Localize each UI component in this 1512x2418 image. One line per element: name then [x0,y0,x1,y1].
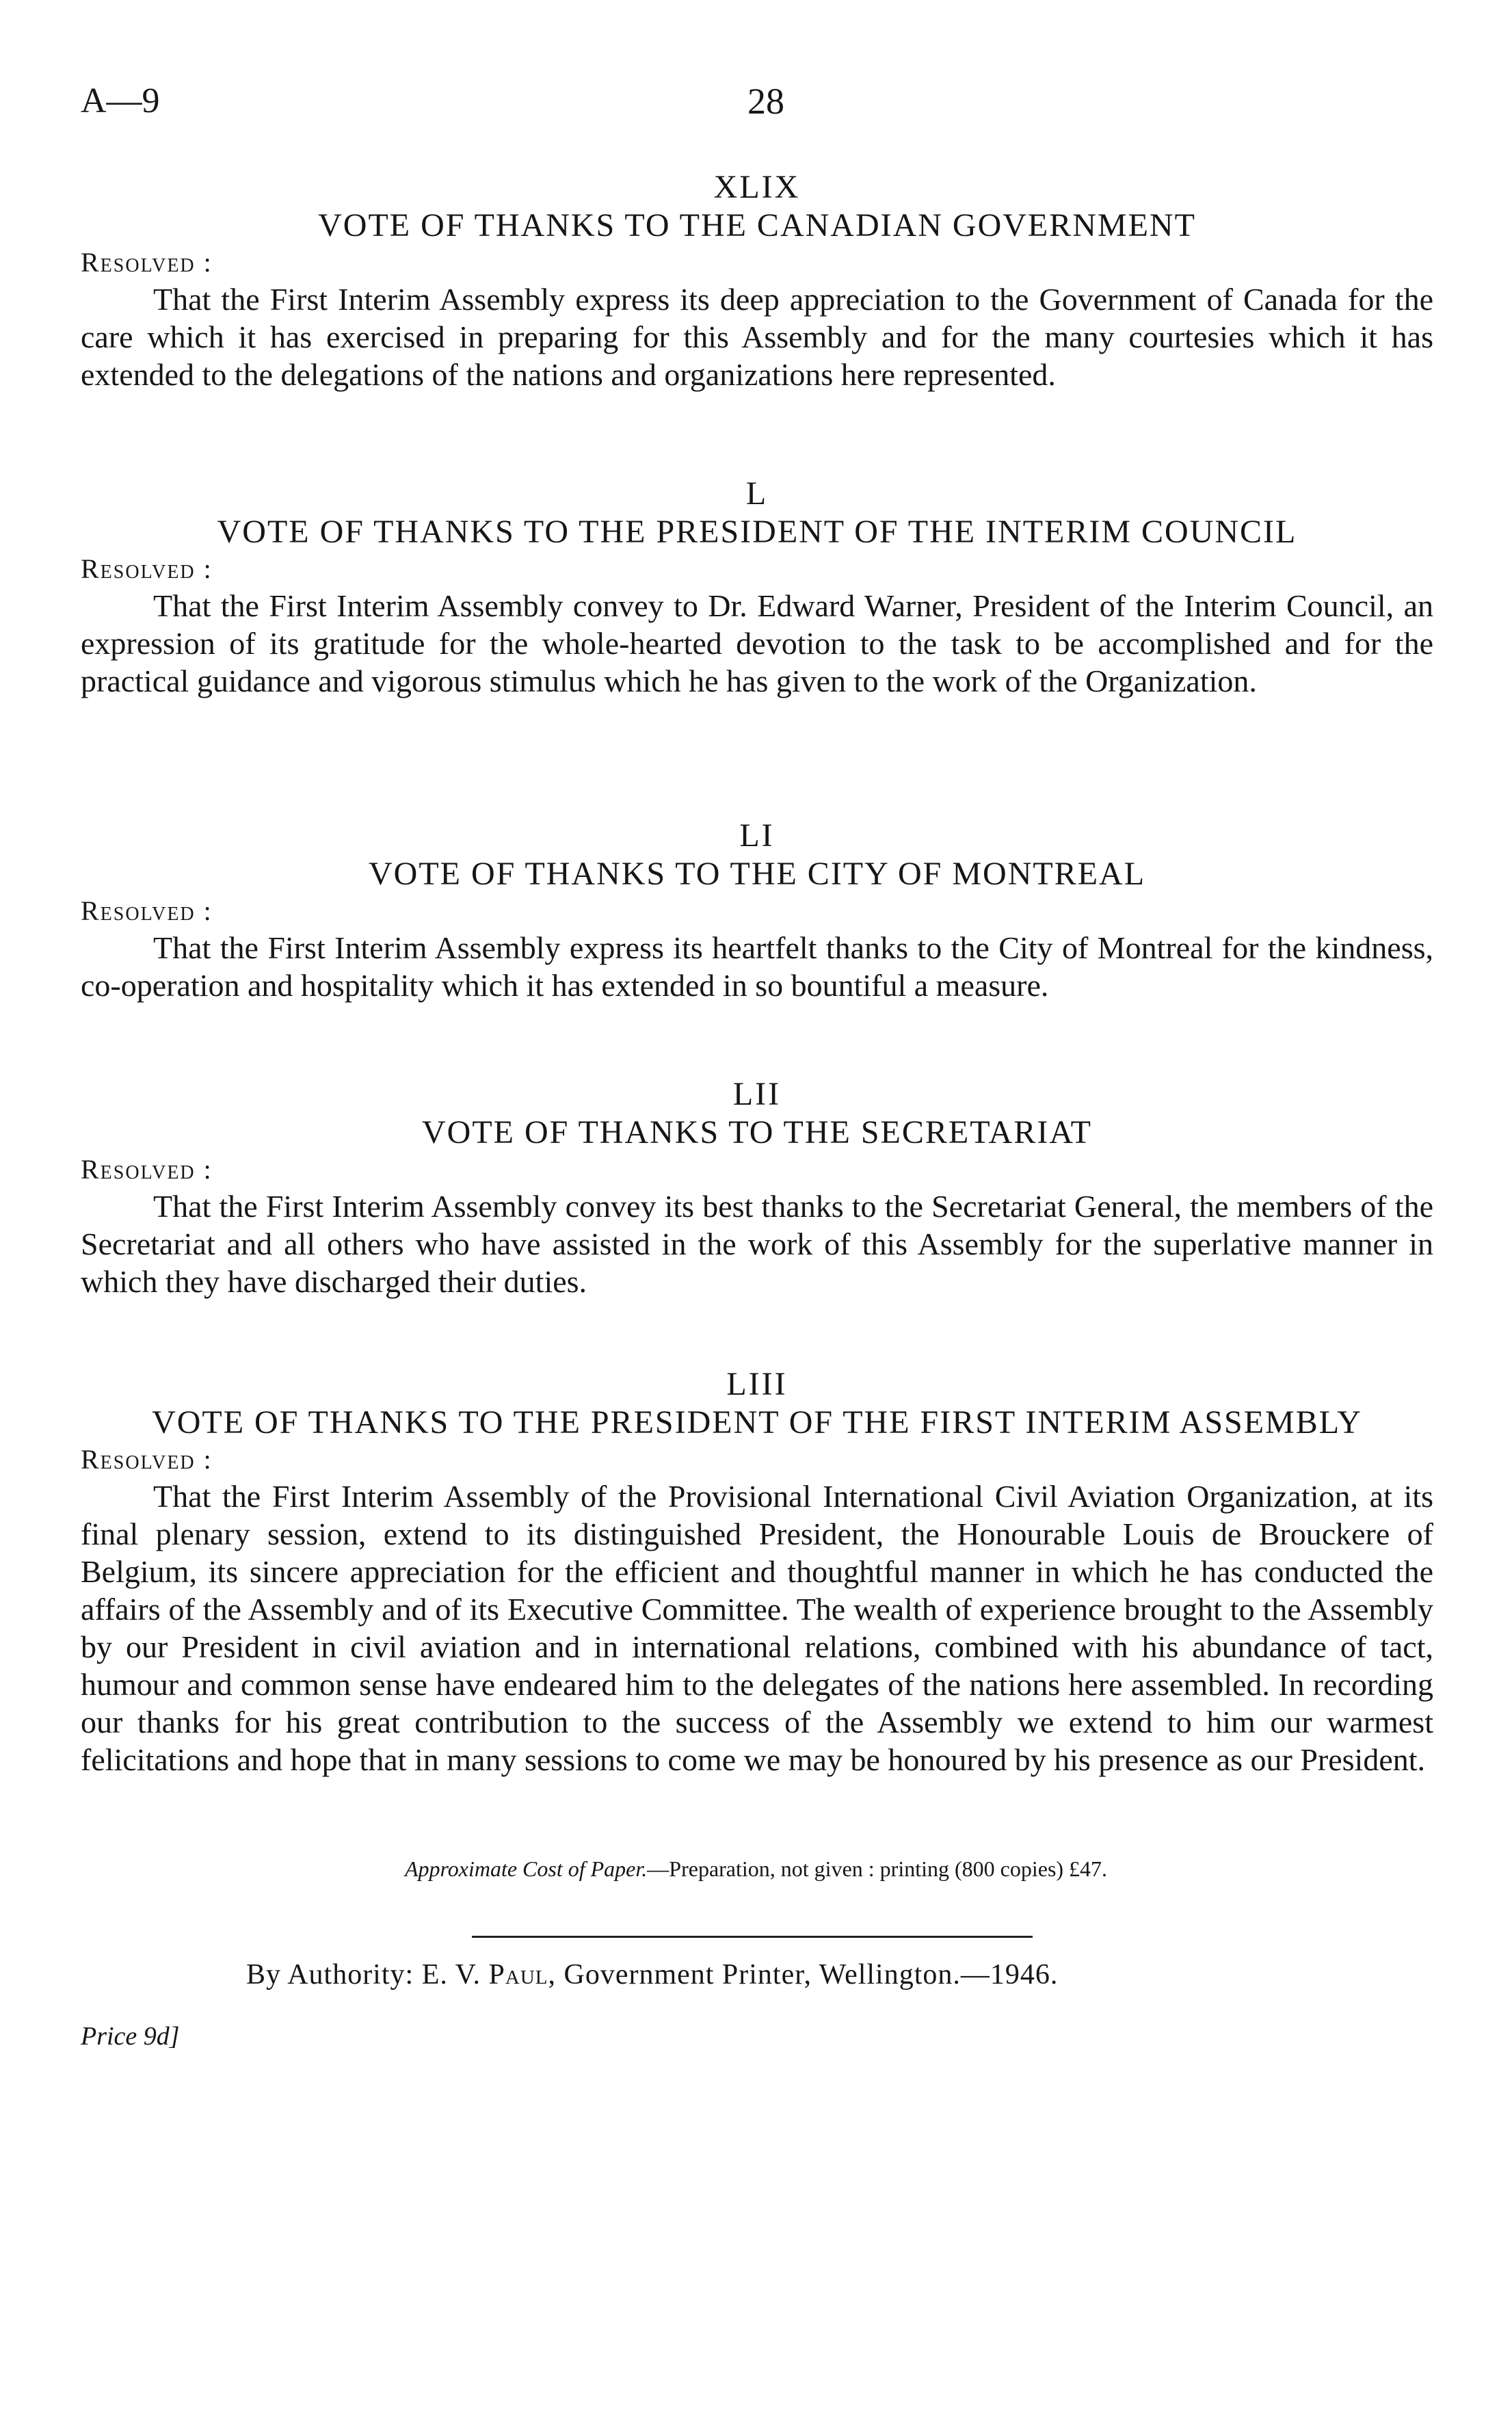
cost-text: —Preparation, not given : printing (800 copies) £47. [647,1856,1108,1881]
resolution-text: That the First Interim Assembly of the Provisional International Civil Aviation Organization, at its final plenary session, extend to its distinguished President, the Honourable Louis de Brouckere of Belgium, its sincere appreciation for the efficient and thoughtful manner in which he has conducted the affairs of the Assembly and of its Executive Committee. The wealth of experience brought to the Assembly by our President in civil aviation and in international relations, combined with his abundance of tact, humour and common sense have endeared him to the delegates of the nations here assembled. In recording our thanks for his great contribution to the success of the Assembly we extend to him our warmest felicitations and hope that in many sessions to come we may be honoured by his presence as our President. [81,1479,1433,1777]
resolved-label: Resolved : [81,895,213,926]
cost-label: Approximate Cost of Paper. [404,1856,648,1881]
section-numeral: L [745,475,769,512]
section-heading: VOTE OF THANKS TO THE PRESIDENT OF THE FIRST INTERIM ASSEMBLY [152,1404,1362,1441]
printer-name: E. V. Paul, [421,1959,556,1990]
resolution-text: That the First Interim Assembly express its heartfelt thanks to the City of Montreal for the kindness, co-operation and hospitality which it has extended in so bountiful a measure. [81,930,1433,1003]
document-reference: A—9 [81,81,160,120]
resolution-section-li [81,817,1433,1004]
resolved-label: Resolved : [81,247,213,278]
cost-note [0,1855,1512,1882]
resolution-section-l [81,475,1433,700]
section-heading: VOTE OF THANKS TO THE CITY OF MONTREAL [368,856,1146,892]
resolution-section-liii [81,1365,1433,1778]
section-heading: VOTE OF THANKS TO THE CANADIAN GOVERNMENT [318,207,1196,244]
imprint-prefix: By Authority: [246,1959,422,1990]
footer-divider [472,1936,1033,1938]
section-numeral: XLIX [713,169,801,205]
section-heading: VOTE OF THANKS TO THE SECRETARIAT [422,1114,1092,1151]
resolution-section-lii [81,1075,1433,1300]
section-heading: VOTE OF THANKS TO THE PRESIDENT OF THE INTERIM COUNCIL [217,514,1297,550]
resolved-label: Resolved : [81,1154,213,1185]
printer-imprint [246,1958,1058,1992]
resolved-label: Resolved : [81,1444,213,1475]
resolution-text: That the First Interim Assembly express its deep appreciation to the Government of Canada for the care which it has exercised in preparing for this Assembly and for the many courtesies which it has extended to the delegations of the nations and organizations here represented. [81,282,1433,392]
section-numeral: LIII [726,1366,788,1402]
imprint-suffix: Government Printer, Wellington.—1946. [555,1959,1059,1990]
resolved-label: Resolved : [81,553,213,584]
price-note: Price 9d] [81,2022,180,2051]
page-number: 28 [747,81,784,122]
resolution-text: That the First Interim Assembly convey to Dr. Edward Warner, President of the Interim Council, an expression of its gratitude for the whole-hearted devotion to the task to be accomplished and for the practical guidance and vigorous stimulus which he has given to the work of the Organization. [81,588,1433,698]
resolution-text: That the First Interim Assembly convey its best thanks to the Secretariat General, the members of the Secretariat and all others who have assisted in the work of this Assembly for the superlative manner in which they have discharged their duties. [81,1189,1433,1299]
resolution-section-xlix [81,168,1433,393]
section-numeral: LII [732,1076,782,1112]
section-numeral: LI [739,817,775,854]
